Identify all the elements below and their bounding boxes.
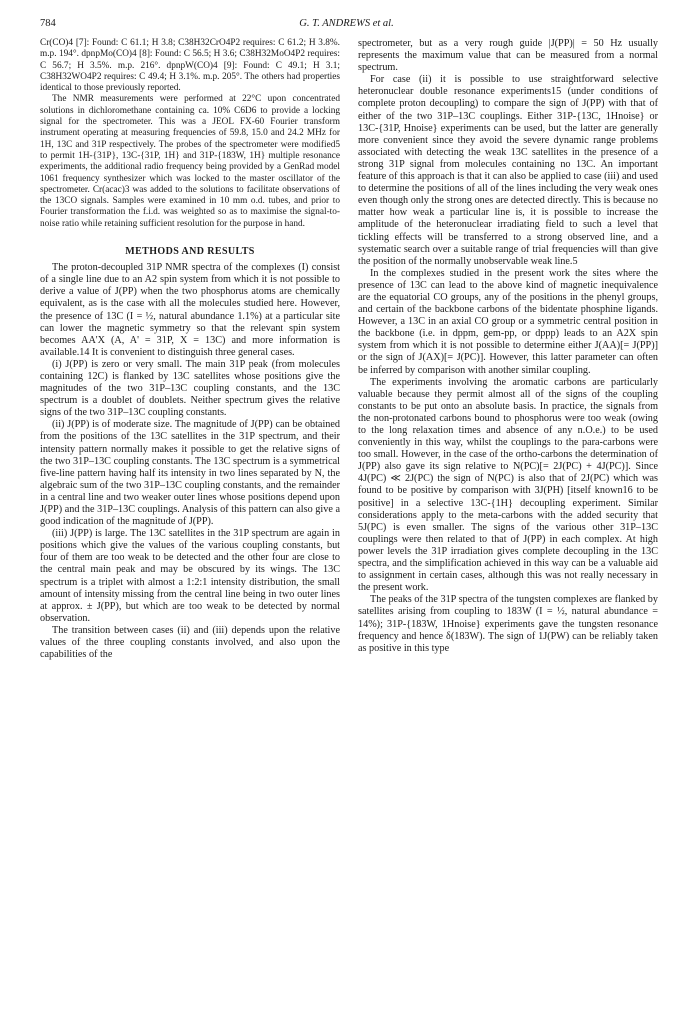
- body-paragraph: spectrometer, but as a very rough guide |J(PP)| = 50 Hz usually represents the maximum value that can be measured from a normal spectrum.: [358, 38, 658, 74]
- body-paragraph: In the complexes studied in the present work the sites where the presence of 13C can lead to the above kind of magnetic inequivalence are the equatorial CO groups, any of the positions in the phenyl groups, and certain of the backbone carbons of the bidentate phosphine ligands. However, a 13C in an axial CO group or a symmetric central position in the backbone (i.e. in dppm, gem-pp, or dppp) leads to an A2X spin system from which it is not possible to determine either J(AA)[= J(PP)] or the sign of J(AX)[= J(PC)]. However, this latter parameter can often be inferred by comparison with another similar coupling.: [358, 267, 658, 376]
- body-paragraph: (i) J(PP) is zero or very small. The main 31P peak (from molecules containing 12C) is flanked by 13C satellites whose positions give the magnitudes of the two 31P–13C coupling constants, and the 13C spectrum is a doublet of doublets. Neither spectrum gives the relative signs of the two 31P–13C coupling constants.: [40, 358, 340, 419]
- body-paragraph: For case (ii) it is possible to use straightforward selective heteronuclear double resonance experiments15 (under conditions of complete proton decoupling) to compare the sign of J(PP) with that of either of the two 31P–13C couplings. Either 31P-{13C, 1Hnoise} or 13C-{31P, Hnoise} experiments can be used, but the latter are generally more convenient since they avoid the severe dynamic range problems associated with detecting the weak 13C satellites in the presence of a strong 31P signal from molecules containing no 13C. An important feature of this approach is that it can also be applied to case (iii) and used to determine the positions of all of the lines including the very weak ones even though only the strong ones are detected directly. This is because no matter how weak a particular line is, it is possible to increase the amplitude of the heteronuclear irradiating field to such a level that tickling effects will be transferred to a strong observed line, and a systematic search over a suitable range of trial frequencies will than give the position of the normally unobservable weak line.5: [358, 74, 658, 267]
- running-head: G. T. ANDREWS et al.: [299, 18, 394, 29]
- body-paragraph: (ii) J(PP) is of moderate size. The magnitude of J(PP) can be obtained from the positions of the 13C satellites in the 31P spectrum, and their intensity pattern normally makes it possible to get the relative signs of the two 31P–13C coupling constants. The 13C spectrum is a symmetrical five-line pattern having half its intensity in two lines separated by N, the algebraic sum of the two 31P–13C coupling constants, and the remainder in a central line and two weaker outer lines whose positions depend upon J(PP) and the 31P–13C couplings. Analysis of this pattern can also give a good indication of the magnitude of J(PP).: [40, 419, 340, 528]
- section-heading: METHODS AND RESULTS: [125, 246, 255, 258]
- body-paragraph: The peaks of the 31P spectra of the tungsten complexes are flanked by satellites arising from coupling to 183W (I = ½, natural abundance = 14%); 31P-{183W, 1Hnoise} experiments gave the tungsten resonance frequency and hence δ(183W). The sign of 1J(PW) can be reliably taken as positive in this type: [358, 594, 658, 654]
- page-number: 784: [40, 18, 56, 29]
- right-column: [358, 38, 658, 655]
- page-header: [40, 18, 653, 32]
- body-paragraph: The transition between cases (ii) and (iii) depends upon the relative values of the three coupling constants involved, and also upon the capabilities of the: [40, 624, 340, 661]
- body-paragraph: The experiments involving the aromatic carbons are particularly valuable because they permit almost all of the signs of the coupling constants to be put onto an absolute basis. In practice, the signals from the non-protonated carbons bound to phosphorus were too weak (owing to the long relaxation times and absence of any n.O.e.) to be used conveniently in this way, whilst the couplings to the para-carbons were too small. However, in the case of the ortho-carbons the determination of J(PP) also gave its sign relative to N(PC)[= 2J(PC) + 4J(PC)]. Since 4J(PC) ≪ 2J(PC) the sign of N(PC) is also that of 2J(PC) which was found to be positive by comparison with 3J(PH) [itself known16 to be positive] in a selective 13C-{1H} decoupling experiment. Similar considerations apply to the meta-carbons with the added security that 5J(PC) is even smaller. The signs of the various other 31P–13C couplings were then related to that of J(PP) in each complex. At high power levels the 31P irradiation gives complete decoupling in the 13C spectra, and the simplification achieved in this way can be a valuable aid to assignment in certain cases, although this was not really necessary in the present work.: [358, 376, 658, 594]
- experimental-paragraph: The NMR measurements were performed at 22°C upon concentrated solutions in dichloromethane containing ca. 10% C6D6 to provide a locking signal for the spectrometer. This was a JEOL FX-60 Fourier transform instrument operating at measuring frequencies of 59.8, 15.0 and 24.2 MHz for 1H, 13C and 31P respectively. The probes of the spectrometer were modified5 to permit 1H-{31P}, 13C-{31P, 1H} and 31P-{183W, 1H} multiple resonance experiments, the additional radio frequency being provided by a GenRad model 1061 frequency synthesizer which was locked to the master oscillator of the spectrometer. Cr(acac)3 was added to the solutions to facilitate observations of the 13CO signals. Samples were examined in 10 mm o.d. tubes, and prior to Fourier transformation the f.i.d. was weighted so as to maximise the signal-to-noise ratio while retaining sufficient resolution for the purpose in hand.: [40, 94, 340, 229]
- body-paragraph: (iii) J(PP) is large. The 13C satellites in the 31P spectrum are again in positions which give the values of the various coupling constants, but four of them are too weak to be detected and the other four are close to the central main peak and may be obscured by its wings. The 13C spectrum is a triplet with almost a 1:2:1 intensity distribution, the small amount of intensity missing from the central line being in two outer lines at approx. ± J(PP), but which are too weak to be detected by normal observation.: [40, 528, 340, 624]
- experimental-paragraph: Cr(CO)4 [7]: Found: C 61.1; H 3.8; C38H32CrO4P2 requires: C 61.2; H 3.8%. m.p. 194°. dpnpMo(CO)4 [8]: Found: C 56.5; H 3.6; C38H32MoO4P2 requires: C 56.7; H 3.5%. m.p. 216°. dpnpW(CO)4 [9]: Found: C 49.1; H 3.1; C38H32WO4P2 requires: C 49.4; H 3.1%. m.p. 205°. The others had properties identical to those previously reported.: [40, 38, 340, 94]
- left-column: [40, 38, 340, 661]
- body-paragraph: The proton-decoupled 31P NMR spectra of the complexes (I) consist of a single line due to an A2 spin system from which it is not possible to derive a value of J(PP) when the two phosphorus atoms are chemically equivalent, as is the case with all the molecules studied here. However, the presence of 13C (I = ½, natural abundance 1.1%) at a particular site can lower the magnetic symmetry so that the relevant spin system becomes AA'X (A, A' = 31P, X = 13C) and more information is available.14 It is convenient to distinguish three general cases.: [40, 262, 340, 358]
